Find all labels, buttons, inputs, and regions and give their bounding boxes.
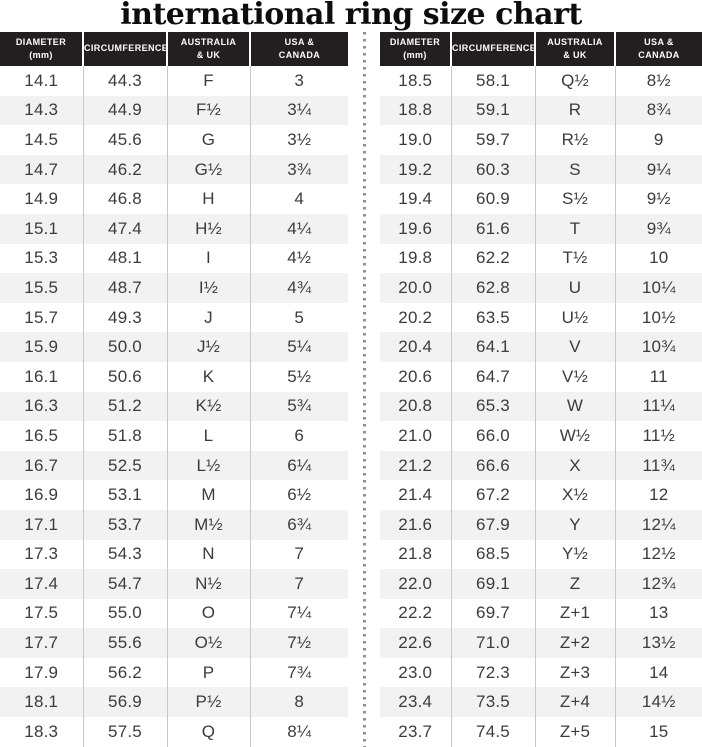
- table-cell: 13½: [615, 628, 702, 658]
- table-cell: 19.4: [398, 189, 433, 209]
- table-cell: K: [167, 362, 250, 392]
- table-cell: 8¼: [250, 717, 348, 747]
- table-cell: 50.0: [83, 332, 167, 362]
- table-cell: 69.7: [451, 599, 535, 629]
- table-row: [380, 717, 702, 747]
- table-cell: 17.9: [24, 662, 59, 682]
- table-cell: 17.7: [24, 633, 59, 653]
- table-cell: G: [167, 125, 250, 155]
- table-row: [380, 421, 702, 451]
- table-row: [380, 332, 702, 362]
- table-cell: Q: [167, 717, 250, 747]
- table-cell: 15.9: [24, 337, 59, 357]
- table-row: [380, 599, 702, 629]
- table-cell: X½: [535, 480, 615, 510]
- table-cell: 22.0: [398, 573, 433, 593]
- table-cell: 66.0: [451, 421, 535, 451]
- table-row: [380, 628, 702, 658]
- table-row: [0, 599, 348, 629]
- table-cell: 18.3: [24, 722, 59, 742]
- header-row: [380, 32, 702, 66]
- table-gap: [348, 32, 380, 747]
- table-cell: 20.0: [398, 277, 433, 297]
- table-cell: F½: [167, 96, 250, 126]
- table-cell: Z+1: [535, 599, 615, 629]
- table-cell: H½: [167, 214, 250, 244]
- table-cell: Z: [535, 569, 615, 599]
- table-cell: 10: [615, 244, 702, 274]
- table-cell: 19.8: [398, 248, 433, 268]
- table-cell: 44.9: [83, 96, 167, 126]
- table-row: [380, 687, 702, 717]
- table-cell: P½: [167, 687, 250, 717]
- table-cell: 19.6: [398, 218, 433, 238]
- table-cell: 51.8: [83, 421, 167, 451]
- table-cell: 19.2: [398, 159, 433, 179]
- table-cell: 19.0: [398, 129, 433, 149]
- table-cell: 7: [250, 540, 348, 570]
- table-cell: 12: [615, 480, 702, 510]
- table-row: [380, 96, 702, 126]
- table-cell: 68.5: [451, 540, 535, 570]
- table-cell: 9¼: [615, 155, 702, 185]
- table-cell: 64.1: [451, 332, 535, 362]
- table-row: [0, 214, 348, 244]
- table-cell: 3¾: [250, 155, 348, 185]
- table-cell: 49.3: [83, 303, 167, 333]
- table-cell: 9¾: [615, 214, 702, 244]
- table-row: [0, 362, 348, 392]
- table-cell: M: [167, 480, 250, 510]
- table-row: [380, 392, 702, 422]
- table-row: [0, 184, 348, 214]
- table-row: [0, 66, 348, 96]
- table-cell: R: [535, 96, 615, 126]
- table-cell: 67.2: [451, 480, 535, 510]
- table-cell: 50.6: [83, 362, 167, 392]
- table-cell: I: [167, 244, 250, 274]
- table-cell: 48.7: [83, 273, 167, 303]
- column-header: USA & CANADA: [615, 32, 702, 66]
- table-row: [0, 569, 348, 599]
- table-cell: 66.6: [451, 451, 535, 481]
- column-header: DIAMETER (mm): [380, 32, 451, 66]
- table-cell: 74.5: [451, 717, 535, 747]
- column-header: DIAMETER (mm): [0, 32, 83, 66]
- table-cell: 7½: [250, 628, 348, 658]
- table-cell: 6¾: [250, 510, 348, 540]
- table-cell: 46.2: [83, 155, 167, 185]
- table-cell: 6: [250, 421, 348, 451]
- table-cell: 5: [250, 303, 348, 333]
- table-cell: 15.3: [24, 248, 59, 268]
- table-cell: 17.4: [24, 573, 59, 593]
- table-cell: S: [535, 155, 615, 185]
- table-row: [380, 540, 702, 570]
- table-cell: Q½: [535, 66, 615, 96]
- table-cell: 23.0: [398, 662, 433, 682]
- table-cell: 14.1: [24, 70, 59, 90]
- table-cell: 69.1: [451, 569, 535, 599]
- table-row: [0, 421, 348, 451]
- table-cell: W½: [535, 421, 615, 451]
- table-cell: 21.8: [398, 544, 433, 564]
- ring-size-table-right: [380, 32, 702, 747]
- table-cell: F: [167, 66, 250, 96]
- table-cell: 15.7: [24, 307, 59, 327]
- table-cell: Z+2: [535, 628, 615, 658]
- table-row: [380, 273, 702, 303]
- table-cell: 62.2: [451, 244, 535, 274]
- table-cell: Z+3: [535, 658, 615, 688]
- table-cell: 4¼: [250, 214, 348, 244]
- table-cell: 71.0: [451, 628, 535, 658]
- table-row: [380, 510, 702, 540]
- table-cell: 14: [615, 658, 702, 688]
- table-cell: 61.6: [451, 214, 535, 244]
- table-cell: 53.1: [83, 480, 167, 510]
- table-cell: O½: [167, 628, 250, 658]
- table-row: [0, 510, 348, 540]
- table-cell: 44.3: [83, 66, 167, 96]
- table-row: [380, 244, 702, 274]
- table-cell: 18.1: [24, 692, 59, 712]
- table-cell: 21.6: [398, 514, 433, 534]
- column-header: CIRCUMFERENCE: [83, 32, 167, 66]
- table-cell: P: [167, 658, 250, 688]
- table-cell: 16.5: [24, 425, 59, 445]
- table-cell: 59.1: [451, 96, 535, 126]
- table-cell: 10¼: [615, 273, 702, 303]
- table-cell: M½: [167, 510, 250, 540]
- table-cell: 16.7: [24, 455, 59, 475]
- table-cell: 20.2: [398, 307, 433, 327]
- table-cell: J: [167, 303, 250, 333]
- table-row: [0, 392, 348, 422]
- table-cell: 52.5: [83, 451, 167, 481]
- header-row: [0, 32, 348, 66]
- table-row: [380, 569, 702, 599]
- table-row: [380, 658, 702, 688]
- table-cell: 8: [250, 687, 348, 717]
- table-cell: L: [167, 421, 250, 451]
- table-cell: 14.5: [24, 129, 59, 149]
- table-cell: 63.5: [451, 303, 535, 333]
- table-cell: 7¼: [250, 599, 348, 629]
- table-cell: 6¼: [250, 451, 348, 481]
- table-row: [380, 155, 702, 185]
- table-row: [0, 332, 348, 362]
- dotted-divider: [363, 32, 366, 747]
- table-cell: 73.5: [451, 687, 535, 717]
- table-cell: 3: [250, 66, 348, 96]
- table-row: [0, 540, 348, 570]
- table-cell: 16.3: [24, 396, 59, 416]
- table-cell: 21.0: [398, 425, 433, 445]
- table-cell: O: [167, 599, 250, 629]
- table-cell: Z+4: [535, 687, 615, 717]
- table-cell: 20.8: [398, 396, 433, 416]
- table-cell: 22.6: [398, 633, 433, 653]
- table-cell: H: [167, 184, 250, 214]
- table-cell: 9½: [615, 184, 702, 214]
- table-cell: K½: [167, 392, 250, 422]
- table-cell: 16.1: [24, 366, 59, 386]
- table-cell: W: [535, 392, 615, 422]
- table-row: [0, 125, 348, 155]
- table-cell: V½: [535, 362, 615, 392]
- table-cell: 7: [250, 569, 348, 599]
- table-row: [0, 658, 348, 688]
- table-cell: T½: [535, 244, 615, 274]
- table-cell: 3½: [250, 125, 348, 155]
- table-cell: 22.2: [398, 603, 433, 623]
- table-cell: 20.6: [398, 366, 433, 386]
- table-cell: 64.7: [451, 362, 535, 392]
- table-cell: 11¼: [615, 392, 702, 422]
- table-cell: 54.3: [83, 540, 167, 570]
- table-cell: 60.9: [451, 184, 535, 214]
- table-cell: G½: [167, 155, 250, 185]
- table-cell: 58.1: [451, 66, 535, 96]
- table-row: [0, 480, 348, 510]
- table-cell: 12¼: [615, 510, 702, 540]
- table-row: [0, 687, 348, 717]
- table-cell: 15.5: [24, 277, 59, 297]
- table-cell: 11: [615, 362, 702, 392]
- table-row: [380, 184, 702, 214]
- table-cell: 14.9: [24, 189, 59, 209]
- table-cell: V: [535, 332, 615, 362]
- table-cell: 7¾: [250, 658, 348, 688]
- table-cell: Z+5: [535, 717, 615, 747]
- table-cell: 20.4: [398, 337, 433, 357]
- table-row: [0, 451, 348, 481]
- table-cell: 23.7: [398, 722, 433, 742]
- table-row: [380, 66, 702, 96]
- table-cell: 8¾: [615, 96, 702, 126]
- table-cell: 17.5: [24, 603, 59, 623]
- table-row: [0, 628, 348, 658]
- table-cell: I½: [167, 273, 250, 303]
- table-cell: J½: [167, 332, 250, 362]
- table-row: [380, 362, 702, 392]
- table-cell: 57.5: [83, 717, 167, 747]
- table-row: [0, 717, 348, 747]
- table-cell: 67.9: [451, 510, 535, 540]
- table-row: [380, 214, 702, 244]
- table-cell: 4¾: [250, 273, 348, 303]
- table-cell: 15: [615, 717, 702, 747]
- table-cell: 10½: [615, 303, 702, 333]
- table-cell: 18.5: [398, 70, 433, 90]
- table-cell: 56.9: [83, 687, 167, 717]
- table-cell: Y½: [535, 540, 615, 570]
- table-cell: 17.1: [24, 514, 59, 534]
- table-cell: R½: [535, 125, 615, 155]
- table-cell: 54.7: [83, 569, 167, 599]
- table-cell: 11¾: [615, 451, 702, 481]
- table-cell: 4½: [250, 244, 348, 274]
- table-cell: N: [167, 540, 250, 570]
- table-row: [380, 480, 702, 510]
- table-cell: 6½: [250, 480, 348, 510]
- table-cell: S½: [535, 184, 615, 214]
- column-header: CIRCUMFERENCE: [451, 32, 535, 66]
- table-cell: 62.8: [451, 273, 535, 303]
- table-cell: X: [535, 451, 615, 481]
- table-row: [0, 244, 348, 274]
- table-cell: 18.8: [398, 100, 433, 120]
- table-cell: 72.3: [451, 658, 535, 688]
- table-cell: 21.2: [398, 455, 433, 475]
- table-row: [0, 96, 348, 126]
- table-cell: N½: [167, 569, 250, 599]
- table-cell: 47.4: [83, 214, 167, 244]
- ring-size-table-left: [0, 32, 348, 747]
- page-title: international ring size chart: [120, 0, 582, 32]
- table-cell: 5¼: [250, 332, 348, 362]
- table-cell: U: [535, 273, 615, 303]
- table-cell: 10¾: [615, 332, 702, 362]
- table-cell: 60.3: [451, 155, 535, 185]
- table-cell: 12¾: [615, 569, 702, 599]
- table-row: [0, 273, 348, 303]
- table-row: [380, 451, 702, 481]
- table-cell: 46.8: [83, 184, 167, 214]
- table-cell: 11½: [615, 421, 702, 451]
- table-cell: 5¾: [250, 392, 348, 422]
- table-cell: 53.7: [83, 510, 167, 540]
- table-cell: 51.2: [83, 392, 167, 422]
- table-cell: T: [535, 214, 615, 244]
- table-cell: 55.6: [83, 628, 167, 658]
- table-row: [380, 125, 702, 155]
- column-header: AUSTRALIA & UK: [167, 32, 250, 66]
- table-cell: 16.9: [24, 485, 59, 505]
- table-cell: L½: [167, 451, 250, 481]
- table-cell: 8½: [615, 66, 702, 96]
- table-row: [380, 303, 702, 333]
- table-cell: 14.7: [24, 159, 59, 179]
- table-row: [0, 303, 348, 333]
- table-cell: 15.1: [24, 218, 59, 238]
- table-row: [0, 155, 348, 185]
- table-cell: 17.3: [24, 544, 59, 564]
- table-cell: 14½: [615, 687, 702, 717]
- table-cell: 3¼: [250, 96, 348, 126]
- table-cell: 56.2: [83, 658, 167, 688]
- table-cell: Y: [535, 510, 615, 540]
- table-cell: 5½: [250, 362, 348, 392]
- table-cell: 23.4: [398, 692, 433, 712]
- column-header: USA & CANADA: [250, 32, 348, 66]
- table-cell: 13: [615, 599, 702, 629]
- table-cell: 55.0: [83, 599, 167, 629]
- table-cell: 21.4: [398, 485, 433, 505]
- table-cell: U½: [535, 303, 615, 333]
- table-cell: 4: [250, 184, 348, 214]
- table-cell: 48.1: [83, 244, 167, 274]
- column-header: AUSTRALIA & UK: [535, 32, 615, 66]
- table-cell: 45.6: [83, 125, 167, 155]
- table-cell: 65.3: [451, 392, 535, 422]
- table-cell: 59.7: [451, 125, 535, 155]
- tables-container: [0, 32, 702, 747]
- table-cell: 9: [615, 125, 702, 155]
- table-cell: 12½: [615, 540, 702, 570]
- table-cell: 14.3: [24, 100, 59, 120]
